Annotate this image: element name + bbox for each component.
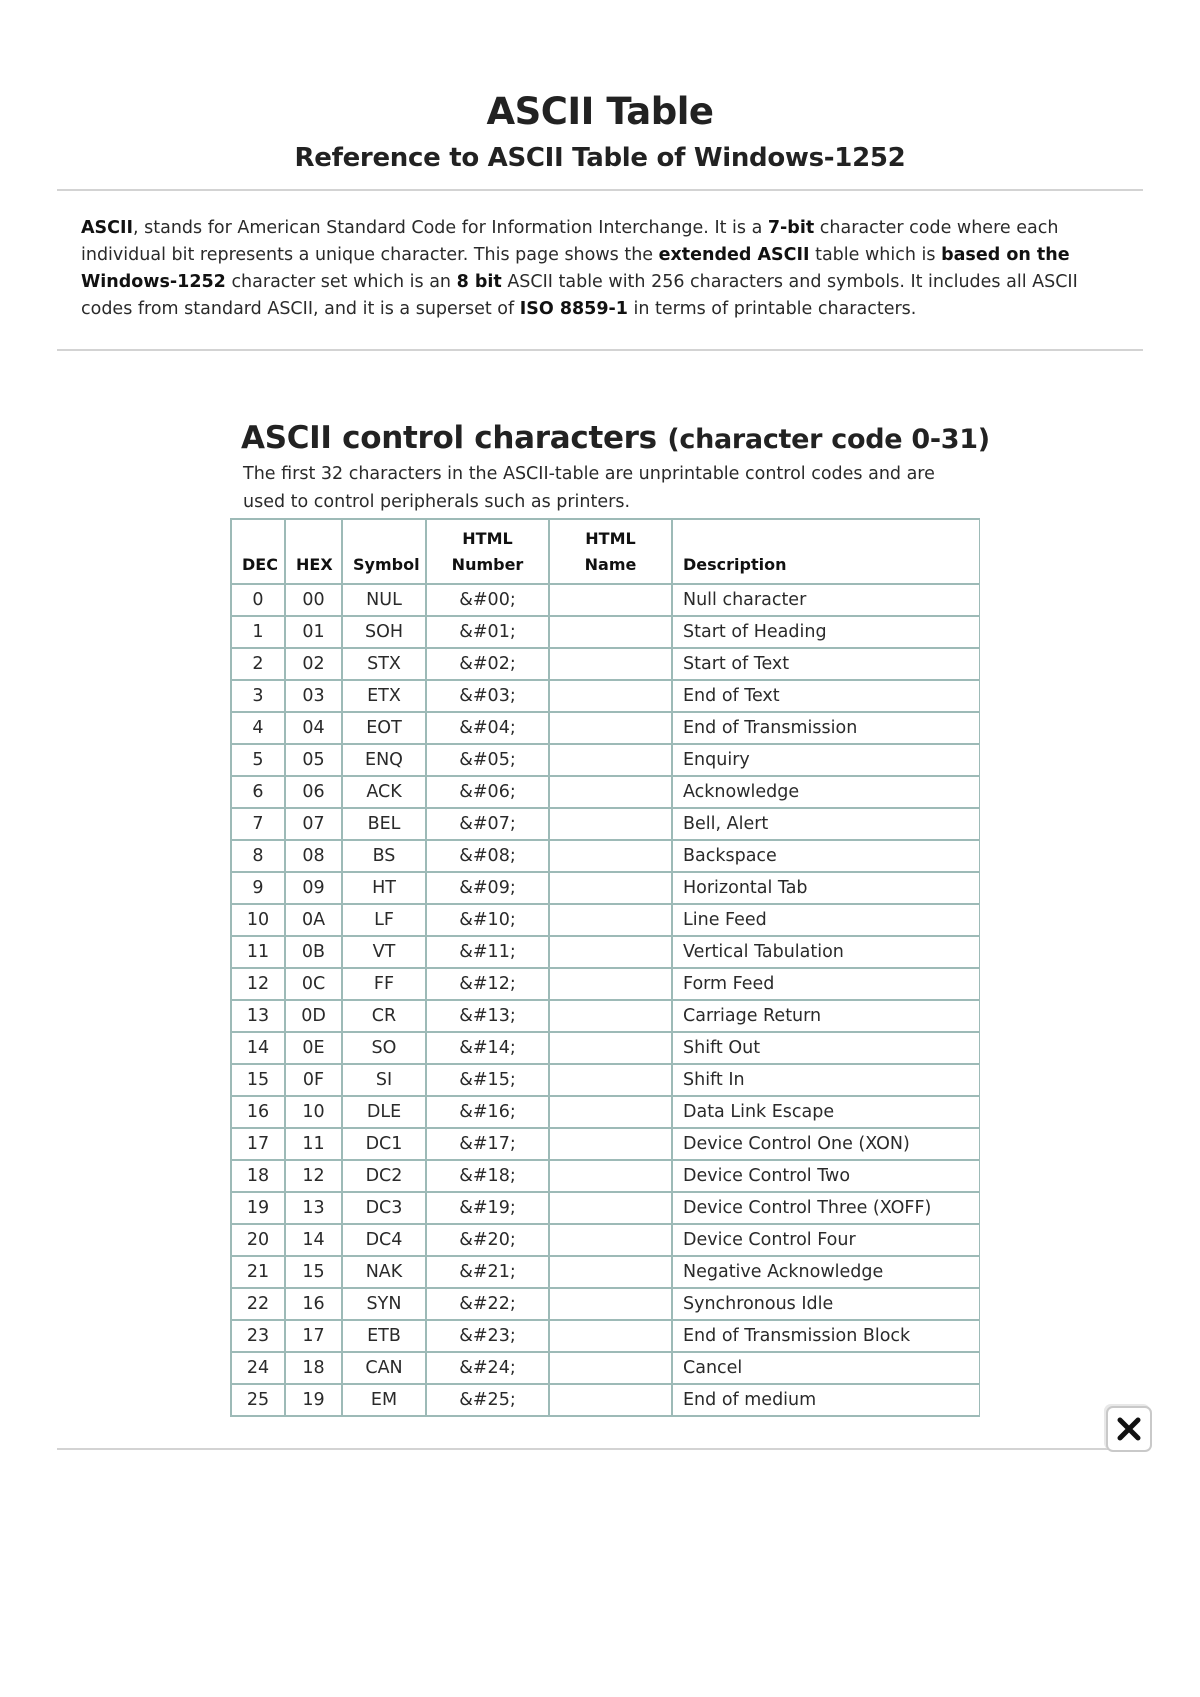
cell-hex: 09: [285, 872, 342, 904]
close-icon: [1114, 1414, 1144, 1444]
cell-symbol: ETB: [342, 1320, 426, 1352]
cell-html-name: [549, 616, 672, 648]
cell-symbol: ETX: [342, 680, 426, 712]
header-hex: HEX: [285, 519, 342, 584]
cell-html-number: &#25;: [426, 1384, 549, 1416]
cell-symbol: NUL: [342, 584, 426, 616]
cell-symbol: DLE: [342, 1096, 426, 1128]
cell-dec: 22: [231, 1288, 285, 1320]
cell-symbol: VT: [342, 936, 426, 968]
table-row: [231, 616, 980, 648]
cell-symbol: BS: [342, 840, 426, 872]
cell-dec: 3: [231, 680, 285, 712]
cell-dec: 9: [231, 872, 285, 904]
cell-html-name: [549, 904, 672, 936]
cell-html-name: [549, 1128, 672, 1160]
cell-html-number: &#10;: [426, 904, 549, 936]
cell-description: Data Link Escape: [672, 1096, 980, 1128]
table-row: [231, 1160, 980, 1192]
cell-html-number: &#09;: [426, 872, 549, 904]
cell-html-number: &#05;: [426, 744, 549, 776]
cell-dec: 1: [231, 616, 285, 648]
cell-html-name: [549, 1352, 672, 1384]
divider: [57, 1448, 1143, 1450]
cell-html-name: [549, 1160, 672, 1192]
table-row: [231, 968, 980, 1000]
cell-symbol: FF: [342, 968, 426, 1000]
cell-html-name: [549, 584, 672, 616]
cell-html-number: &#19;: [426, 1192, 549, 1224]
cell-html-name: [549, 1064, 672, 1096]
cell-hex: 12: [285, 1160, 342, 1192]
cell-hex: 06: [285, 776, 342, 808]
cell-dec: 13: [231, 1000, 285, 1032]
cell-html-name: [549, 680, 672, 712]
header-dec: DEC: [231, 519, 285, 584]
cell-hex: 10: [285, 1096, 342, 1128]
cell-description: Acknowledge: [672, 776, 980, 808]
intro-text: , stands for American Standard Code for Information Interchange. It is a: [133, 218, 768, 238]
cell-description: Carriage Return: [672, 1000, 980, 1032]
divider: [57, 189, 1143, 191]
table-row: [231, 808, 980, 840]
table-row: [231, 1320, 980, 1352]
cell-dec: 19: [231, 1192, 285, 1224]
cell-symbol: DC2: [342, 1160, 426, 1192]
cell-html-number: &#04;: [426, 712, 549, 744]
cell-html-number: &#17;: [426, 1128, 549, 1160]
table-row: [231, 1096, 980, 1128]
table-row: [231, 1064, 980, 1096]
cell-hex: 14: [285, 1224, 342, 1256]
cell-dec: 14: [231, 1032, 285, 1064]
table-row: [231, 840, 980, 872]
cell-hex: 03: [285, 680, 342, 712]
cell-dec: 20: [231, 1224, 285, 1256]
intro-text: in terms of printable characters.: [627, 299, 917, 319]
table-row: [231, 1128, 980, 1160]
table-row: [231, 872, 980, 904]
cell-html-name: [549, 776, 672, 808]
cell-html-name: [549, 1384, 672, 1416]
cell-html-number: &#02;: [426, 648, 549, 680]
cell-html-name: [549, 872, 672, 904]
cell-html-name: [549, 1288, 672, 1320]
cell-html-number: &#15;: [426, 1064, 549, 1096]
cell-hex: 0B: [285, 936, 342, 968]
cell-dec: 8: [231, 840, 285, 872]
header-symbol: Symbol: [342, 519, 426, 584]
cell-dec: 10: [231, 904, 285, 936]
table-row: [231, 1256, 980, 1288]
intro-term-ascii: ASCII: [81, 218, 134, 238]
cell-hex: 13: [285, 1192, 342, 1224]
cell-html-number: &#08;: [426, 840, 549, 872]
cell-html-number: &#24;: [426, 1352, 549, 1384]
cell-dec: 11: [231, 936, 285, 968]
ascii-control-table: [230, 518, 980, 1417]
cell-html-number: &#21;: [426, 1256, 549, 1288]
cell-symbol: SOH: [342, 616, 426, 648]
cell-html-number: &#20;: [426, 1224, 549, 1256]
page-subtitle: Reference to ASCII Table of Windows-1252: [294, 143, 906, 173]
header-html-name-line1: HTML: [585, 529, 636, 548]
cell-description: Device Control One (XON): [672, 1128, 980, 1160]
cell-dec: 23: [231, 1320, 285, 1352]
cell-dec: 18: [231, 1160, 285, 1192]
intro-term-extended: extended ASCII: [658, 245, 810, 265]
cell-hex: 0F: [285, 1064, 342, 1096]
intro-term-7bit: 7-bit: [767, 218, 815, 238]
cell-description: Null character: [672, 584, 980, 616]
table-row: [231, 776, 980, 808]
table-row: [231, 1384, 980, 1416]
cell-dec: 24: [231, 1352, 285, 1384]
cell-symbol: CAN: [342, 1352, 426, 1384]
table-row: [231, 1032, 980, 1064]
intro-term-windows-1252: based on the Windows-1252: [81, 245, 1070, 292]
cell-description: Device Control Four: [672, 1224, 980, 1256]
cell-description: Backspace: [672, 840, 980, 872]
cell-html-number: &#07;: [426, 808, 549, 840]
cell-html-number: &#13;: [426, 1000, 549, 1032]
cell-hex: 19: [285, 1384, 342, 1416]
cell-description: Line Feed: [672, 904, 980, 936]
header-html-number-line2: Number: [451, 555, 524, 574]
cell-dec: 5: [231, 744, 285, 776]
cell-dec: 4: [231, 712, 285, 744]
header-html-number: [426, 519, 549, 584]
cell-hex: 18: [285, 1352, 342, 1384]
cell-dec: 0: [231, 584, 285, 616]
cell-description: Cancel: [672, 1352, 980, 1384]
cell-symbol: EOT: [342, 712, 426, 744]
intro-text: character set which is an: [225, 272, 457, 292]
cell-hex: 11: [285, 1128, 342, 1160]
cell-symbol: SI: [342, 1064, 426, 1096]
cell-dec: 12: [231, 968, 285, 1000]
cell-html-number: &#14;: [426, 1032, 549, 1064]
cell-hex: 16: [285, 1288, 342, 1320]
cell-description: Start of Text: [672, 648, 980, 680]
cell-symbol: ACK: [342, 776, 426, 808]
cell-html-name: [549, 1000, 672, 1032]
intro-term-8bit: 8 bit: [456, 272, 502, 292]
cell-symbol: CR: [342, 1000, 426, 1032]
table-row: [231, 712, 980, 744]
cell-symbol: EM: [342, 1384, 426, 1416]
cell-html-name: [549, 936, 672, 968]
cell-html-name: [549, 1192, 672, 1224]
cell-description: Shift Out: [672, 1032, 980, 1064]
cell-symbol: LF: [342, 904, 426, 936]
intro-paragraph: [81, 215, 1111, 323]
cell-html-name: [549, 712, 672, 744]
table-row: [231, 680, 980, 712]
cell-hex: 04: [285, 712, 342, 744]
cell-symbol: NAK: [342, 1256, 426, 1288]
cell-hex: 17: [285, 1320, 342, 1352]
header-description: Description: [672, 519, 980, 584]
cell-description: Horizontal Tab: [672, 872, 980, 904]
header-html-name-line2: Name: [584, 555, 637, 574]
table-row: [231, 744, 980, 776]
cell-symbol: BEL: [342, 808, 426, 840]
cell-html-number: &#06;: [426, 776, 549, 808]
intro-term-iso: ISO 8859-1: [519, 299, 628, 319]
cell-description: Device Control Three (XOFF): [672, 1192, 980, 1224]
cell-html-number: &#01;: [426, 616, 549, 648]
cell-html-name: [549, 1320, 672, 1352]
cell-symbol: SO: [342, 1032, 426, 1064]
cell-hex: 0C: [285, 968, 342, 1000]
cell-symbol: DC3: [342, 1192, 426, 1224]
cell-hex: 0A: [285, 904, 342, 936]
cell-description: End of medium: [672, 1384, 980, 1416]
cell-html-name: [549, 1096, 672, 1128]
cell-html-number: &#12;: [426, 968, 549, 1000]
cell-hex: 02: [285, 648, 342, 680]
cell-dec: 21: [231, 1256, 285, 1288]
section-title: [241, 420, 990, 456]
cell-description: End of Text: [672, 680, 980, 712]
cell-description: End of Transmission: [672, 712, 980, 744]
cell-html-name: [549, 968, 672, 1000]
divider: [57, 349, 1143, 351]
cell-description: Negative Acknowledge: [672, 1256, 980, 1288]
table-row: [231, 1288, 980, 1320]
cell-hex: 07: [285, 808, 342, 840]
cell-html-name: [549, 1256, 672, 1288]
header-html-name: [549, 519, 672, 584]
cell-html-name: [549, 1032, 672, 1064]
cell-hex: 00: [285, 584, 342, 616]
cell-dec: 17: [231, 1128, 285, 1160]
cell-description: Enquiry: [672, 744, 980, 776]
page-title: ASCII Table: [486, 90, 714, 133]
cell-description: Start of Heading: [672, 616, 980, 648]
close-button[interactable]: [1106, 1406, 1152, 1452]
cell-dec: 25: [231, 1384, 285, 1416]
intro-text: ASCII table with 256 characters and symbols. It includes all ASCII codes from standard ASCII, and it is a superset of: [81, 272, 1078, 319]
cell-hex: 15: [285, 1256, 342, 1288]
header-html-number-line1: HTML: [462, 529, 513, 548]
cell-symbol: DC4: [342, 1224, 426, 1256]
cell-symbol: ENQ: [342, 744, 426, 776]
cell-symbol: HT: [342, 872, 426, 904]
cell-description: Shift In: [672, 1064, 980, 1096]
section-description: The first 32 characters in the ASCII-table are unprintable control codes and are used to control peripherals such as printers.: [243, 464, 935, 512]
cell-description: Device Control Two: [672, 1160, 980, 1192]
cell-html-number: &#00;: [426, 584, 549, 616]
cell-description: Synchronous Idle: [672, 1288, 980, 1320]
cell-html-number: &#23;: [426, 1320, 549, 1352]
table-row: [231, 648, 980, 680]
intro-text: character code where each individual bit represents a unique character. This page shows the: [81, 218, 1059, 265]
cell-dec: 16: [231, 1096, 285, 1128]
cell-symbol: DC1: [342, 1128, 426, 1160]
section-title-main: ASCII control characters: [241, 420, 657, 456]
cell-symbol: SYN: [342, 1288, 426, 1320]
cell-description: End of Transmission Block: [672, 1320, 980, 1352]
cell-html-number: &#18;: [426, 1160, 549, 1192]
cell-html-name: [549, 744, 672, 776]
cell-dec: 7: [231, 808, 285, 840]
table-row: [231, 1192, 980, 1224]
cell-hex: 05: [285, 744, 342, 776]
cell-hex: 01: [285, 616, 342, 648]
table-viewport: [230, 518, 980, 1447]
cell-description: Vertical Tabulation: [672, 936, 980, 968]
cell-html-name: [549, 808, 672, 840]
cell-html-number: &#03;: [426, 680, 549, 712]
table-header-row: [231, 519, 980, 584]
cell-html-name: [549, 648, 672, 680]
cell-dec: 15: [231, 1064, 285, 1096]
cell-description: Form Feed: [672, 968, 980, 1000]
cell-description: Bell, Alert: [672, 808, 980, 840]
table-row: [231, 1224, 980, 1256]
cell-html-number: &#16;: [426, 1096, 549, 1128]
table-row: [231, 1352, 980, 1384]
cell-hex: 0D: [285, 1000, 342, 1032]
intro-text: table which is: [809, 245, 942, 265]
table-row: [231, 904, 980, 936]
cell-html-name: [549, 840, 672, 872]
table-row: [231, 584, 980, 616]
cell-dec: 6: [231, 776, 285, 808]
cell-hex: 0E: [285, 1032, 342, 1064]
cell-dec: 2: [231, 648, 285, 680]
cell-html-number: &#22;: [426, 1288, 549, 1320]
cell-html-number: &#11;: [426, 936, 549, 968]
table-row: [231, 1000, 980, 1032]
section-title-sub: (character code 0-31): [667, 424, 990, 455]
table-row: [231, 936, 980, 968]
cell-hex: 08: [285, 840, 342, 872]
cell-symbol: STX: [342, 648, 426, 680]
cell-html-name: [549, 1224, 672, 1256]
